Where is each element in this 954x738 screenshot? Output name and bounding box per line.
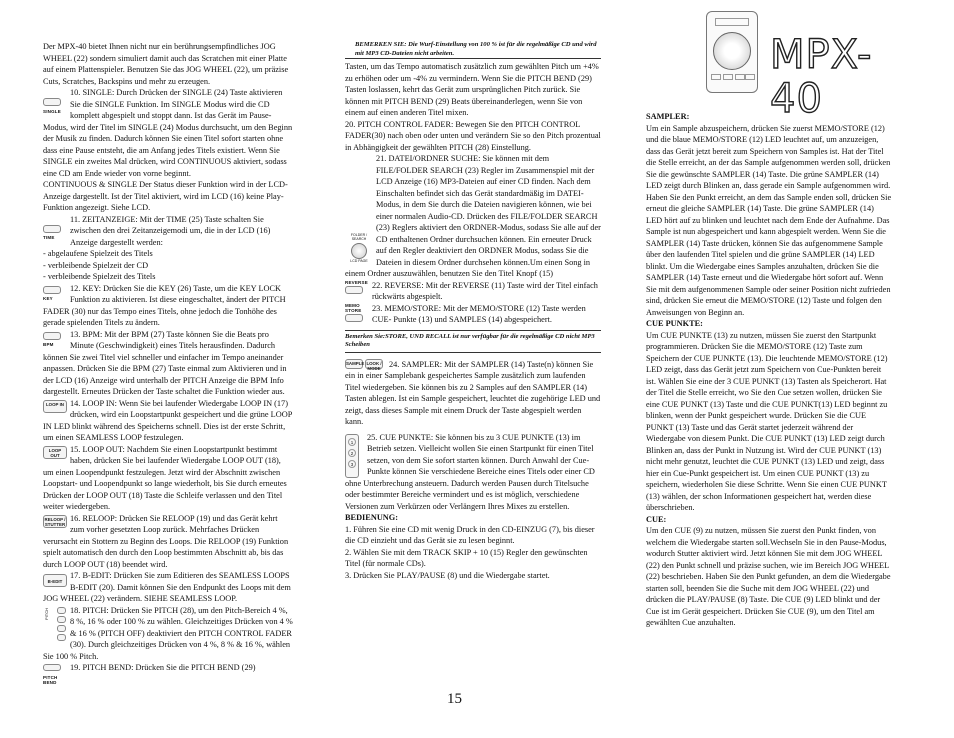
sampler-2-button: LOOK / MODE — [366, 360, 382, 371]
memo-store-button-icon — [345, 303, 369, 325]
key-button-icon — [43, 285, 67, 302]
section-sampler: 24. SAMPLER: Mit der SAMPLER (14) Taste(n) können Sie ein in einer Samplebank gespeichertes Sample zusätzlich zum laufenden Titel wiedergeben. Sie können bis zu 2 Samples auf den SAMPLER (14) Tasten ablegen. Ist ein Sample gespeichert, leuchtet die zugehörige LED und zeigt, dass dieses Sample mit einem Druck der Taste abgespielt werden kann. — [345, 359, 601, 426]
item-single — [43, 87, 293, 214]
left-column — [43, 41, 293, 685]
folder-search-caption: FOLDER / SEARCH — [350, 233, 368, 241]
intro-paragraph: Der MPX-40 bietet Ihnen nicht nur ein berührungsempfindliches JOG WHEEL (22) sondern simuliert damit auch das Scratchen mit einer Platte auf einem Plattenspieler. Benutzen Sie das JOG WHEEL (22), um präzise Cuts, Scratches, Backspins und mehr zu erzeugen. — [43, 42, 289, 86]
item-pitch — [43, 605, 293, 663]
bedienung-step: 3. Drücken Sie PLAY/PAUSE (8) und die Wiedergabe startet. — [345, 570, 550, 580]
cue-text: Um den CUE (9) zu nutzen, müssen Sie zuerst den Punkt finden, von welchem die Wiedergabe starten soll.Wechseln Sie in den Pause-Modus, wodurch Stutter aktiviert wird. Jetzt können Sie mit dem JOG WHEEL (22) den Punkt schnell und präzise suchen, wie im Bereich JOG WHEEL (22) beschrieben. Haben Sie den Punkt gefunden, an dem die Wiedergabe starten soll, beenden Sie die Suche mit dem JOG WHEEL (22) und drücken die PLAY/PAUSE (8) Taste. Die CUE (9) LED blinkt und der Cue ist im Gerät gespeichert. Drücken Sie CUE (9), um den Titel am gewählten Cue anzuhalten. — [646, 526, 891, 627]
item-folder-search — [345, 153, 601, 280]
button-shape — [345, 286, 363, 294]
cue-1-button: 1 — [348, 438, 356, 446]
section-bpm: 13. BPM: Mit der BPM (27) Taste können Sie die Beats pro Minute (Geschwindigkeit) eines Titels herausfinden. Dadurch können Sie zwei Titel viel schneller und einfacher im Tempo aneinander anpassen. Drücken Sie die BPM (27) Taste einmal zum Aktivieren und in der LCD (16) Anzeige wird unterhalb der PITCH Anzeige die BPM Info dargestellt. Erneutes Drücken der Taste schaltet die Funktion wieder aus. — [43, 329, 287, 396]
header-logo-area — [700, 9, 920, 122]
cue-3-button: 3 — [348, 460, 356, 468]
bpm-icon-caption: BPM — [43, 342, 54, 347]
knob-shape — [351, 243, 367, 259]
jog-wheel-illustration — [713, 32, 751, 70]
loop-in-button-icon: LOOP IN — [43, 400, 67, 413]
time-list-item: - abgelaufene Spielzeit des Titels — [43, 249, 153, 258]
device-illustration — [706, 11, 758, 93]
cue-punkte-heading: CUE PUNKTE: — [646, 319, 703, 328]
section-single: 10. SINGLE: Durch Drücken der SINGLE (24) Taste aktivieren Sie die SINGLE Funktion. Im SINGLE Modus wird die CD komplett abgespielt und stoppt dann. Ist das Gerät im Pause-Modus, wird der Titel im SINGLE (24) Modus durchsucht, um den Beginn der Musik zu finden. Dadurch können Sie einen Titel sofort starten ohne dass eine Pause entsteht, die am Anfang jedes Titels existiert. Wenn Sie SINGLE ein zweites Mal drücken, wird CONTINUOUS aktiviert, sodass eine CD am Ende wieder von vorne beginnt. — [43, 88, 293, 178]
cue-heading: CUE: — [646, 514, 667, 524]
section-pitch-control-fader: 20. PITCH CONTROL FADER: Bewegen Sie den PITCH CONTROL FADER(30) nach oben oder unten und verändern Sie so den Pitch prozentual in Abhängigkeit der gewählten PITCH (28) Einstellung. — [345, 119, 601, 152]
section-loop-out: 15. LOOP OUT: Nachdem Sie einen Loopstartpunkt bestimmt haben, drücken Sie bei laufender Wiedergabe LOOP OUT (18), um einen Loopendpunkt festzulegen. Jetzt wird der Abschnitt zwischen Loopstart- und Loopendpunkt so lange wiederholt, bis Sie durch erneutes Drücken der LOOP OUT (18) Taste die Schleife verlassen und den Titel weiter wiedergeben. — [43, 444, 287, 511]
time-list-item: - verbleibende Spielzeit des Titels — [43, 272, 156, 281]
store-icon-caption: STORE — [345, 307, 362, 313]
item-loop-out — [43, 444, 293, 513]
time-button-icon — [43, 224, 67, 241]
item-b-edit — [43, 570, 293, 605]
loop-out-button-icon: LOOP OUT — [43, 446, 67, 459]
item-key — [43, 283, 293, 329]
single-icon-caption: SINGLE — [43, 108, 61, 114]
page-number: 15 — [447, 691, 462, 707]
button-shape — [43, 664, 61, 671]
reverse-button-icon — [345, 280, 369, 297]
bedienung-heading: BEDIENUNG: — [345, 513, 399, 522]
button-shape — [345, 314, 363, 322]
pitch-4-button — [57, 607, 66, 614]
sampler-text: Um ein Sample abzuspeichern, drücken Sie zuerst MEMO/STORE (12) und die blaue MEMO/STORE (12) LED leuchtet auf, um anzuzeigen, dass das Gerät jetzt bereit zum Speichern von Samples ist. Hat der Titel die Stelle erreicht, an der das Sample aufgenommen werden soll, drücken Sie die gewünschte SAMPLER (14) Taste. Die grüne SAMPLER (14) LED zeigt durch Blinken an, dass gerade ein Sample aufgenommen wird. Haben Sie den Punkt erreicht, an dem das Sample enden soll, drücken Sie erneut die gleiche SAMPLER (14) Taste. Die grüne SAMPLER (14) LED hört auf zu blinken und leuchtet nach dem Ende der Aufnahme. Das Sample ist nun abgespeichert und kann abgespielt werden. Wenn Sie die SAMPLER (14) Taste drücken, können Sie das aufgenommene Sample über den laufenden Titel spielen und die grüne SAMPLER (14) LED blinkt. Um die Wiedergabe eines Samples anzuhalten, drücken Sie die SAMPLER (14) Taste erneut und die Wiedergabe hört sofort auf. Wenn Sie mit dem aufgenommenen Sample oder seiner Position nicht zufrieden sind, drücken Sie erneut die MEMO/STORE (12) Taste und folgen den Anweisungen von Beginn an. — [646, 123, 892, 317]
note-pitch-100: BEMERKEN SIE: Die Wurf-Einstellung von 100 % ist für die regelmäßige CD und wird mit MP3 CD-Dateien nicht arbeiten. — [345, 41, 601, 59]
section-pitch-bend-continued: Tasten, um das Tempo automatisch zusätzlich zum gewählten Pitch um +4% zu erhöhen oder um -4% zu vermindern. Wenn Sie die PITCH BEND (29) Tasten loslassen, kehrt das Gerät zum ursprünglichen Pitch zurück. Sie können mit PITCH BEND (29) Beats übereinanderlegen, wenn Sie von einem auf einen anderen Titel mixen. — [345, 62, 599, 117]
section-memo-store: 23. MEMO/STORE: Mit der MEMO/STORE (12) Taste werden CUE- Punkte (13) und SAMPLES (14) abgespeichert. — [372, 303, 586, 324]
sampler-1-button: SAMPLE — [345, 359, 363, 369]
section-file-folder-search: 21. DATEI/ORDNER SUCHE: Sie können mit dem FILE/FOLDER SEARCH (23) Regler im Zusammenspiel mit der LCD Anzeige (16) MP3-Dateien auf einer CD finden. Nach dem Einschalten befindet sich das Gerät standardmäßig im DATEI-Modus, in dem Sie durch die Dateien navigieren können, wie bei einer normalen Audio-CD. Drücken des FILE/FOLDER SEARCH (23) Reglers aktiviert den ORDNER-Modus, sodass Sie alle auf der CD enthaltenen Ordner durchsuchen können. Ein erneuter Druck auf den Regler deaktiviert den ORDNER Modus, sodass Sie die Dateien in diesem Ordner durchsehen können.Um einen Song in einem Ordner auszuwählen, benutzen Sie den Titel Knopf (15) — [345, 154, 601, 278]
cue-punkte-text: Um CUE PUNKTE (13) zu nutzen, müssen Sie zuerst den Startpunkt programmieren. Drücken Sie die MEMO/STORE (12) Taste zum Speichern der CUE PUNKTE (13). Die leuchtende MEMO/STORE (12) LED zeigt, dass das Gerät jetzt zum Speichern von Cue-Punkten bereit ist. Wählen Sie eine der 3 CUE PUNKT (13) Tasten als Speicherort. Hat der Titel die Stelle erreicht, wo Sie den Cue setzen wollen, drücken Sie eine CUE PUNKT (13) Taste und die CUE PUNKT(13) LED beginnt zu blinken, wenn der Punkt gespeichert wurde. Drücken Sie die CUE PUNKT (13) Taste und das Gerät startet jederzeit während der Wiedergabe von diesem Punkt. Die CUE PUNKT (13) LED zeigt durch Blinken an, dass der Punkt in Nutzung ist. Wird der CUE PUNKT (13) nicht mehr genutzt, leuchtet die CUE PUNKT (13) LED und zeigt, dass hier ein Cue-Punkt gespeichert ist. Um einen CUE PUNKT (13) zu speichern, wiederholen Sie diese Schritte. Wenn Sie einen CUE PUNKT (13) wählen, der schon Informationen gespeichert hat, werden diese überschrieben. — [646, 330, 888, 512]
note-store-recall: Bemerken Sie:STORE, UND RECALL ist nur verfügbar für die regelmäßige CD nicht MP3 Scheiben — [345, 330, 601, 353]
pitch-range-buttons-icon — [43, 605, 67, 645]
item-bpm — [43, 329, 293, 398]
item-cue-punkte — [345, 432, 601, 513]
time-list-item: - verbleibende Spielzeit der CD — [43, 260, 149, 270]
button-shape — [43, 286, 61, 294]
item-sampler — [345, 359, 601, 428]
item-memo-store — [345, 303, 601, 326]
item-reverse — [345, 280, 601, 303]
device-button — [711, 74, 721, 80]
single-button-icon — [43, 97, 67, 114]
item-loop-in — [43, 398, 293, 444]
section-b-edit: 17. B-EDIT: Drücken Sie zum Editieren des SEAMLESS LOOPS B-EDIT (20). Damit können Sie den Endpunkt des Loops mit dem JOG WHEEL (22) verändern. SIEHE SEAMLESS LOOP. — [43, 571, 291, 603]
reloop-button-icon: RELOOP / STUTTER — [44, 516, 66, 527]
section-time: 11. ZEITANZEIGE: Mit der TIME (25) Taste schalten Sie zwischen den drei Zeitanzeigemodi um, die in der LCD (16) Anzeige dargestellt werden: — [70, 214, 271, 247]
button-shape — [43, 225, 61, 233]
device-screen — [715, 18, 749, 26]
section-pitch-bend-start: 19. PITCH BEND: Drücken Sie die PITCH BEND (29) — [70, 663, 256, 672]
section-key: 12. KEY: Drücken Sie die KEY (26) Taste, um die KEY LOCK Funktion zu aktivieren. Ist diese eingeschaltet, ändert der PITCH FADER (30) nur das Tempo eines Titels, ohne jedoch die Tonhöhe des gerade spielenden Titels zu ändern. — [43, 283, 286, 327]
device-button — [723, 74, 733, 80]
time-icon-caption: TIME — [43, 235, 55, 240]
middle-column — [345, 41, 601, 581]
section-pitch: 18. PITCH: Drücken Sie PITCH (28), um den Pitch-Bereich 4 %, 8 %, 16 % oder 100 % zu wählen. Gleichzeitiges Drücken von 4 % & 16 % (PITCH OFF) deaktiviert den PITCH CONTROL FADER (30). Durch gleichzeitiges Drücken von 4 %, 8 % & 16 %, wählen Sie 100 % Pitch. — [43, 605, 293, 661]
section-reloop: 16. RELOOP: Drücken Sie RELOOP (19) und das Gerät kehrt zum vorher gesetzten Loop zurück. Mehrfaches Drücken verursacht ein Stottern zu Beginn des Loops. Die RELOOP (19) Funktion spielt automatisch den durch den Loop bestimmten Abschnitt ab, bis das durch LOOP OUT (18) beendet wird. — [43, 513, 289, 569]
product-logo: MPX-40 — [770, 32, 873, 122]
item-time — [43, 214, 293, 283]
sampler-buttons-icon — [345, 359, 386, 369]
cue-2-button: 2 — [348, 449, 356, 457]
device-button — [735, 74, 745, 80]
b-edit-button-icon: B-EDIT — [43, 574, 67, 587]
section-loop-in: 14. LOOP IN: Wenn Sie bei laufender Wiedergabe LOOP IN (17) drücken, wird ein Loopstartpunkt gespeichert und die grüne LOOP IN LED blinkt während des Speicherns schnell. Dies ist der erste Schritt, um einen SEAMLESS LOOP festzulegen. — [43, 398, 293, 442]
pitch-100-button — [57, 634, 66, 641]
key-icon-caption: KEY — [43, 296, 53, 301]
pitch-bend-button-icon — [43, 663, 67, 685]
right-column — [646, 111, 892, 629]
button-shape — [43, 98, 61, 106]
sampler-heading: SAMPLER: — [646, 112, 690, 121]
button-shape — [43, 332, 61, 340]
pitch-bend-icon-caption: PITCH BEND — [43, 674, 58, 685]
bedienung-step: 2. Wählen Sie mit dem TRACK SKIP + 10 (15) Regler den gewünschten Titel (für normale CDs). — [345, 547, 588, 568]
item-pitch-bend — [43, 662, 293, 685]
folder-search-knob-icon — [345, 233, 373, 263]
pitch-16-button — [57, 625, 66, 632]
cue-buttons-icon — [345, 434, 359, 478]
section-cue-punkte: 25. CUE PUNKTE: Sie können bis zu 3 CUE PUNKTE (13) im Betrieb setzen. Vielleicht wollen Sie einen Startpunkt für einen Titel setzen, von dem Sie sofort starten können. Durch Anwahl der Cue-Punkte können Sie verschiedene Bereiche eines Titels oder einer CD ohne Unterbrechung ansteuern. Dadurch werden Pausen durch Titelsuche oder bestimmter Bereiche vermindert und es ist möglich, verschiedene Versionen zum Verkürzen oder Verlängern Ihres Mixes zu erstellen. — [345, 432, 595, 511]
lcd-page-caption: LCD PAGE — [350, 259, 368, 263]
memo-icon-caption: MEMO — [345, 302, 360, 308]
pitch-icon-caption: PITCH — [44, 607, 49, 620]
reverse-icon-caption: REVERSE — [345, 279, 368, 285]
section-reverse: 22. REVERSE: Mit der REVERSE (11) Taste wird der Titel einfach rückwärts abgespielt. — [372, 280, 598, 301]
item-reloop — [43, 513, 293, 571]
device-button — [745, 74, 755, 80]
section-continuous: CONTINUOUS & SINGLE Der Status dieser Funktion wird in der LCD-Anzeige dargestellt. Ist der Titel aktiviert, wird im LCD (16) keine Play-Funktion angezeigt. Siehe LCD. — [43, 180, 288, 212]
bpm-button-icon — [43, 331, 67, 348]
pitch-8-button — [57, 616, 66, 623]
bedienung-step: 1. Führen Sie eine CD mit wenig Druck in den CD-EINZUG (7), bis dieser die CD einzieht und das Gerät sie zu lesen beginnt. — [345, 524, 595, 545]
